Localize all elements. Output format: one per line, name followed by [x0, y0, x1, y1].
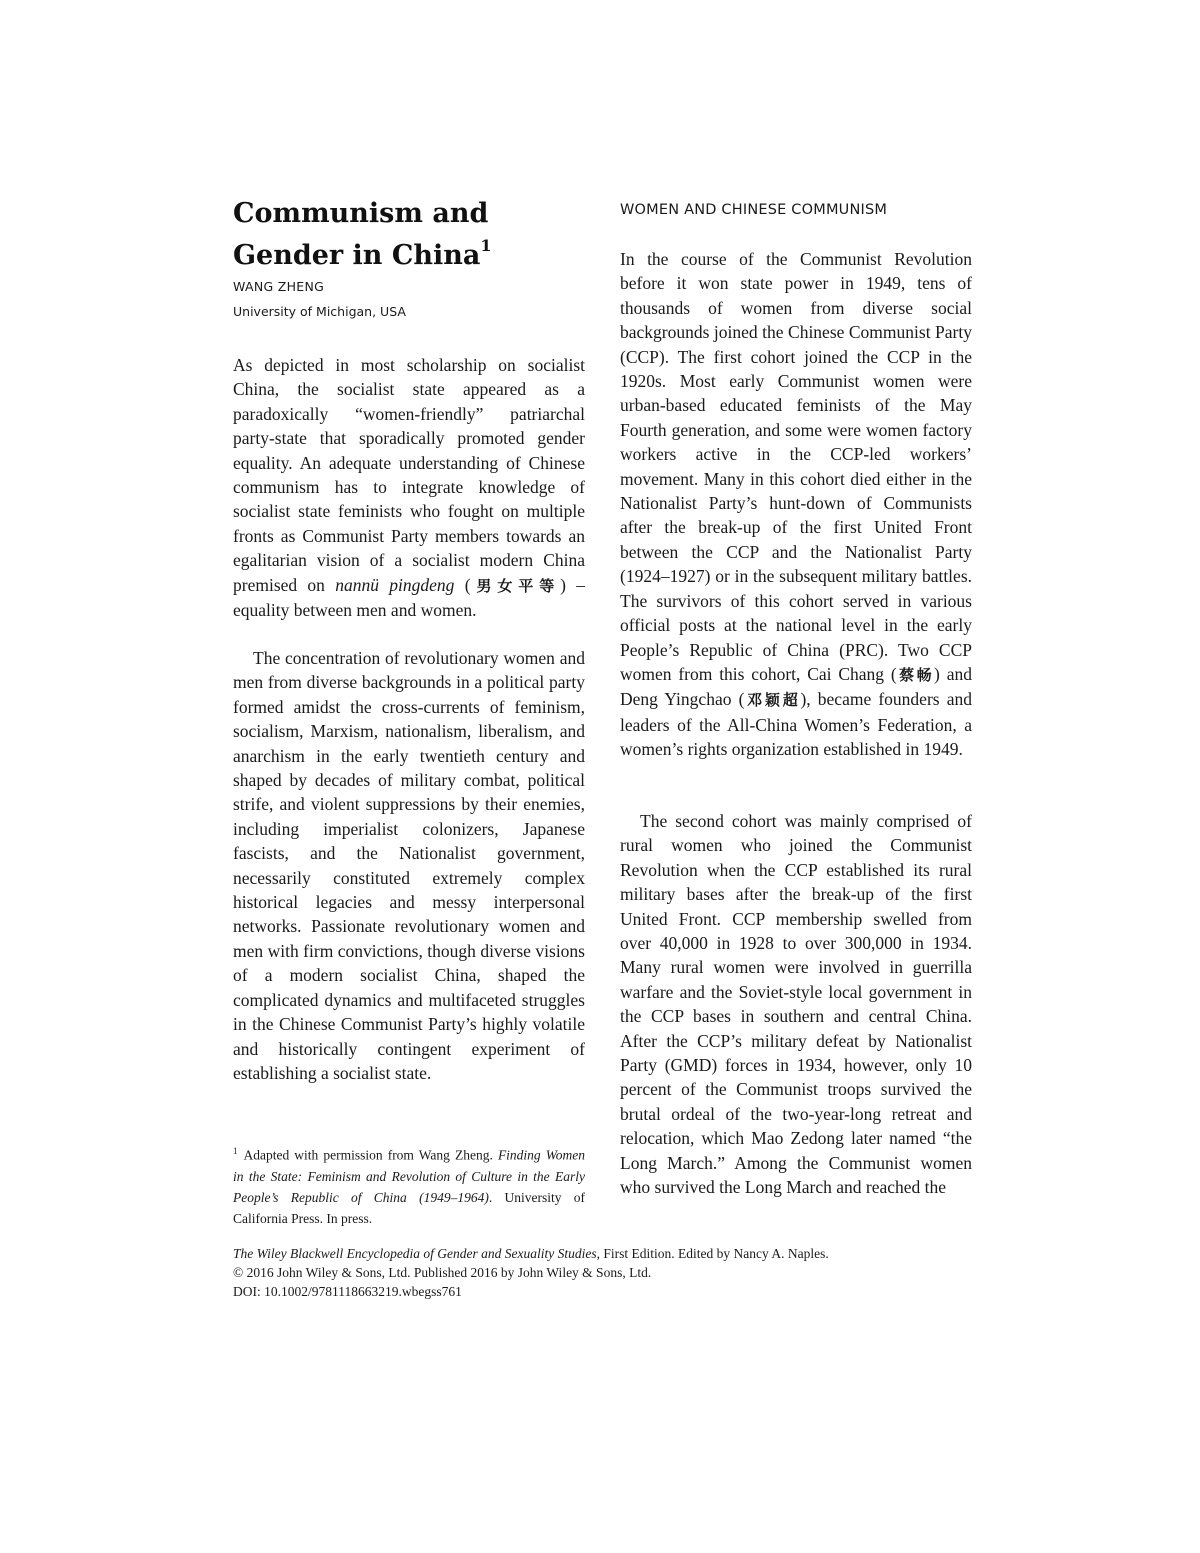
pinyin-term: nannü pingdeng [335, 574, 455, 595]
author-name: WANG ZHENG [233, 279, 325, 294]
body-paragraph: The concentration of revolutionary women and men from diverse backgrounds in a political party formed amidst the cross-currents of feminism, socialism, Marxism, nationalism, liberalism, and anarchism in the early twentieth century and shaped by decades of military combat, political strife, and violent suppressions by their enemies, including imperialist colonizers, Japanese fascists, and the Nationalist government, necessarily constituted extremely complex historical legacies and messy interpersonal networks. Passionate revolutionary women and men with firm convictions, though diverse visions of a modern socialist China, shaped the complicated dynamics and multifaceted struggles in the Chinese Communist Party’s highly volatile and historically contingent experiment of establishing a socialist state. [233, 648, 585, 1083]
body-paragraph: The second cohort was mainly comprised of rural women who joined the Communist Revolution when the CCP established its rural military bases after the break-up of the first United Front. CCP membership swelled from over 40,000 in 1928 to over 300,000 in 1934. Many rural women were involved in guerrilla warfare and the Soviet-style local government in the CCP bases in southern and central China. After the CCP’s military defeat by Nationalist Party (GMD) forces in 1934, however, only 10 percent of the Communist troops survived the brutal ordeal of the two-year-long retreat and relocation, which Mao Zedong later named “the Long March.” Among the Communist women who survived the Long March and reached the [620, 811, 972, 1198]
title-line-1: Communism and [233, 198, 489, 229]
intro-paragraph [233, 353, 585, 622]
title-line-2: Gender in China [233, 240, 481, 271]
body-paragraph [620, 247, 972, 762]
para-text-c: ), became founders and leaders of the All-China Women’s Federation, a women’s rights organization established in 1949. [620, 689, 972, 760]
para-text-a: In the course of the Communist Revolution before it won state power in 1949, tens of thousands of women from diverse social backgrounds joined the Chinese Communist Party (CCP). The first cohort joined the CCP in the 1920s. Most early Communist women were urban-based educated feminists of the May Fourth generation, and some were women factory workers active in the CCP-led workers’ movement. Many in this cohort died either in the Nationalist Party’s hunt-down of Communists after the break-up of the first United Front between the CCP and the Nationalist Party (1924–1927) or in the subsequent military battles. The survivors of this cohort served in various official posts at the national level in the early People’s Republic of China (PRC). Two CCP women from this cohort, Cai Chang ( [620, 249, 972, 684]
publisher-info [233, 1244, 973, 1301]
article-title [233, 196, 491, 273]
author-affiliation: University of Michigan, USA [233, 304, 406, 319]
intro-paren-open: ( [454, 574, 471, 595]
para-text-b: ) and Deng Yingchao ( [620, 663, 972, 710]
footnote-marker: 1 [233, 1146, 238, 1156]
footnote-text-a: Adapted with permission from Wang Zheng. [243, 1147, 498, 1163]
publisher-line-1 [233, 1244, 973, 1263]
chinese-name-deng-yingchao: 邓颖超 [744, 691, 801, 710]
edition-info: , First Edition. Edited by Nancy A. Naples. [596, 1246, 829, 1261]
intro-text-b: ) – equality between men and women. [233, 574, 585, 621]
encyclopedia-title: The Wiley Blackwell Encyclopedia of Gender and Sexuality Studies [233, 1246, 597, 1261]
footnote [233, 1141, 585, 1229]
doi-line: DOI: 10.1002/9781118663219.wbegss761 [233, 1284, 462, 1299]
chinese-term: 男女平等 [470, 576, 561, 595]
title-footnote-marker: 1 [480, 236, 492, 255]
section-heading: WOMEN AND CHINESE COMMUNISM [620, 202, 888, 218]
footnote-text-b: . University of California Press. In press. [233, 1189, 585, 1226]
copyright-line: © 2016 John Wiley & Sons, Ltd. Published 2016 by John Wiley & Sons, Ltd. [233, 1265, 652, 1280]
chinese-name-cai-chang: 蔡畅 [896, 665, 935, 684]
footnote-book-title: Finding Women in the State: Feminism and Revolution of Culture in the Early People’s Republic of China (1949–1964) [233, 1147, 586, 1205]
intro-text-a: As depicted in most scholarship on socialist China, the socialist state appeared as a paradoxically “women-friendly” patriarchal party-state that sporadically promoted gender equality. An adequate understanding of Chinese communism has to integrate knowledge of socialist state feminists who fought on multiple fronts as Communist Party members towards an egalitarian vision of a socialist modern China premised on [233, 355, 585, 595]
